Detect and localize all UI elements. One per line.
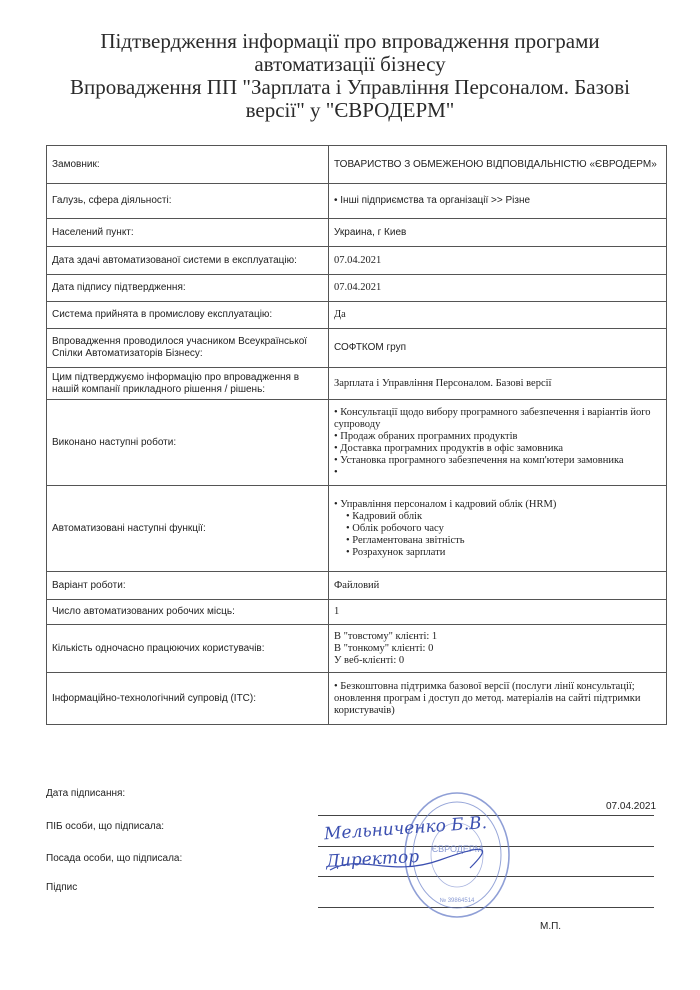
mode-value: Файловий xyxy=(329,572,667,600)
sign-date-label: Дата підписання: xyxy=(46,788,126,799)
list-item: • Доставка програмних продуктів в офіс замовника xyxy=(334,442,564,454)
list-item: • xyxy=(334,466,338,478)
title-line-3: Впровадження ПП "Зарплата і Управління Персоналом. Базові xyxy=(69,75,631,99)
row-industry xyxy=(47,184,667,219)
accepted-value: Да xyxy=(329,302,667,329)
signer-name-label: ПІБ особи, що підписала: xyxy=(46,821,165,832)
row-deploy-date xyxy=(47,247,667,275)
locality-label: Населений пункт: xyxy=(47,219,329,247)
document-title xyxy=(30,30,670,122)
list-item: • Продаж обраних програмних продуктів xyxy=(334,430,518,442)
handwritten-signature xyxy=(320,808,550,878)
sign-date-value: 07.04.2021 xyxy=(606,801,657,812)
implementer-label: Впровадження проводилося учасником Всеукраїнської Спілки Автоматизаторів Бізнесу: xyxy=(47,329,329,368)
row-mode xyxy=(47,572,667,600)
row-workplaces xyxy=(47,600,667,625)
works-list xyxy=(334,407,661,479)
row-accepted xyxy=(47,302,667,329)
solution-value: Зарплата і Управління Персоналом. Базові версії xyxy=(329,368,667,400)
title-line-4: версії" у "ЄВРОДЕРМ" xyxy=(245,98,455,122)
workplaces-label: Число автоматизованих робочих місць: xyxy=(47,600,329,625)
row-users xyxy=(47,625,667,673)
list-item: • Управління персоналом і кадровий облік (HRM) xyxy=(334,498,557,510)
workplaces-value: 1 xyxy=(329,600,667,625)
confirm-date-label: Дата підпису підтвердження: xyxy=(47,275,329,302)
row-locality xyxy=(47,219,667,247)
list-item: У веб-клієнті: 0 xyxy=(334,654,405,666)
handwritten-position: Директор xyxy=(325,846,420,872)
title-line-1: Підтвердження інформації про впровадження програми xyxy=(100,29,600,53)
solution-label: Цим підтверджуємо інформацію про впровадження в нашій компанії прикладного рішення / рішень: xyxy=(47,368,329,400)
title-line-2: автоматизації бізнесу xyxy=(254,52,446,76)
works-label: Виконано наступні роботи: xyxy=(47,400,329,486)
signature-label: Підпис xyxy=(46,882,78,893)
works-value xyxy=(329,400,667,486)
support-value: • Безкоштовна підтримка базової версії (послуги лінії консультації; оновлення програм і доступ до метод. матеріалів на сайті підтримки користувачів) xyxy=(329,673,667,725)
mode-label: Варіант роботи: xyxy=(47,572,329,600)
list-item: В "тонкому" клієнті: 0 xyxy=(334,642,434,654)
row-support xyxy=(47,673,667,725)
functions-value xyxy=(329,486,667,572)
deploy-date-value: 07.04.2021 xyxy=(329,247,667,275)
industry-label: Галузь, сфера діяльності: xyxy=(47,184,329,219)
list-item: В "товстому" клієнті: 1 xyxy=(334,630,438,642)
functions-list xyxy=(334,499,661,559)
customer-value: ТОВАРИСТВО З ОБМЕЖЕНОЮ ВІДПОВІДАЛЬНІСТЮ «ЄВРОДЕРМ» xyxy=(329,146,667,184)
deploy-date-label: Дата здачі автоматизованої системи в експлуатацію: xyxy=(47,247,329,275)
seal-label: М.П. xyxy=(540,921,562,932)
row-customer xyxy=(47,146,667,184)
list-item: • Розрахунок зарплати xyxy=(346,546,446,558)
functions-label: Автоматизовані наступні функції: xyxy=(47,486,329,572)
stamp-name: ЄВРОДЕРМ xyxy=(431,844,483,854)
stamp-code: № 39864514 xyxy=(439,898,475,904)
list-item: • Облік робочого часу xyxy=(346,522,444,534)
confirm-date-value: 07.04.2021 xyxy=(329,275,667,302)
implementation-info-table xyxy=(46,145,667,725)
accepted-label: Система прийнята в промислову експлуатацію: xyxy=(47,302,329,329)
list-item: • Установка програмного забезпечення на комп'ютери замовника xyxy=(334,454,624,466)
list-item: • Консультації щодо вибору програмного забезпечення і варіантів його супроводу xyxy=(334,406,651,430)
list-item: • Регламентована звітність xyxy=(346,534,465,546)
users-list xyxy=(334,631,661,667)
locality-value: Украина, г Киев xyxy=(329,219,667,247)
list-item: • Кадровий облік xyxy=(346,510,423,522)
users-value xyxy=(329,625,667,673)
signer-position-label: Посада особи, що підписала: xyxy=(46,853,183,864)
row-implementer xyxy=(47,329,667,368)
support-label: Інформаційно-технологічний супровід (ІТС): xyxy=(47,673,329,725)
users-label: Кількість одночасно працюючих користувачів: xyxy=(47,625,329,673)
row-solution xyxy=(47,368,667,400)
customer-label: Замовник: xyxy=(47,146,329,184)
industry-value: • Інші підприємства та організації >> Різне xyxy=(329,184,667,219)
row-works xyxy=(47,400,667,486)
row-confirm-date xyxy=(47,275,667,302)
implementer-value: СОФТКОМ груп xyxy=(329,329,667,368)
handwritten-name: Мельниченко Б.В. xyxy=(323,813,488,845)
row-functions xyxy=(47,486,667,572)
